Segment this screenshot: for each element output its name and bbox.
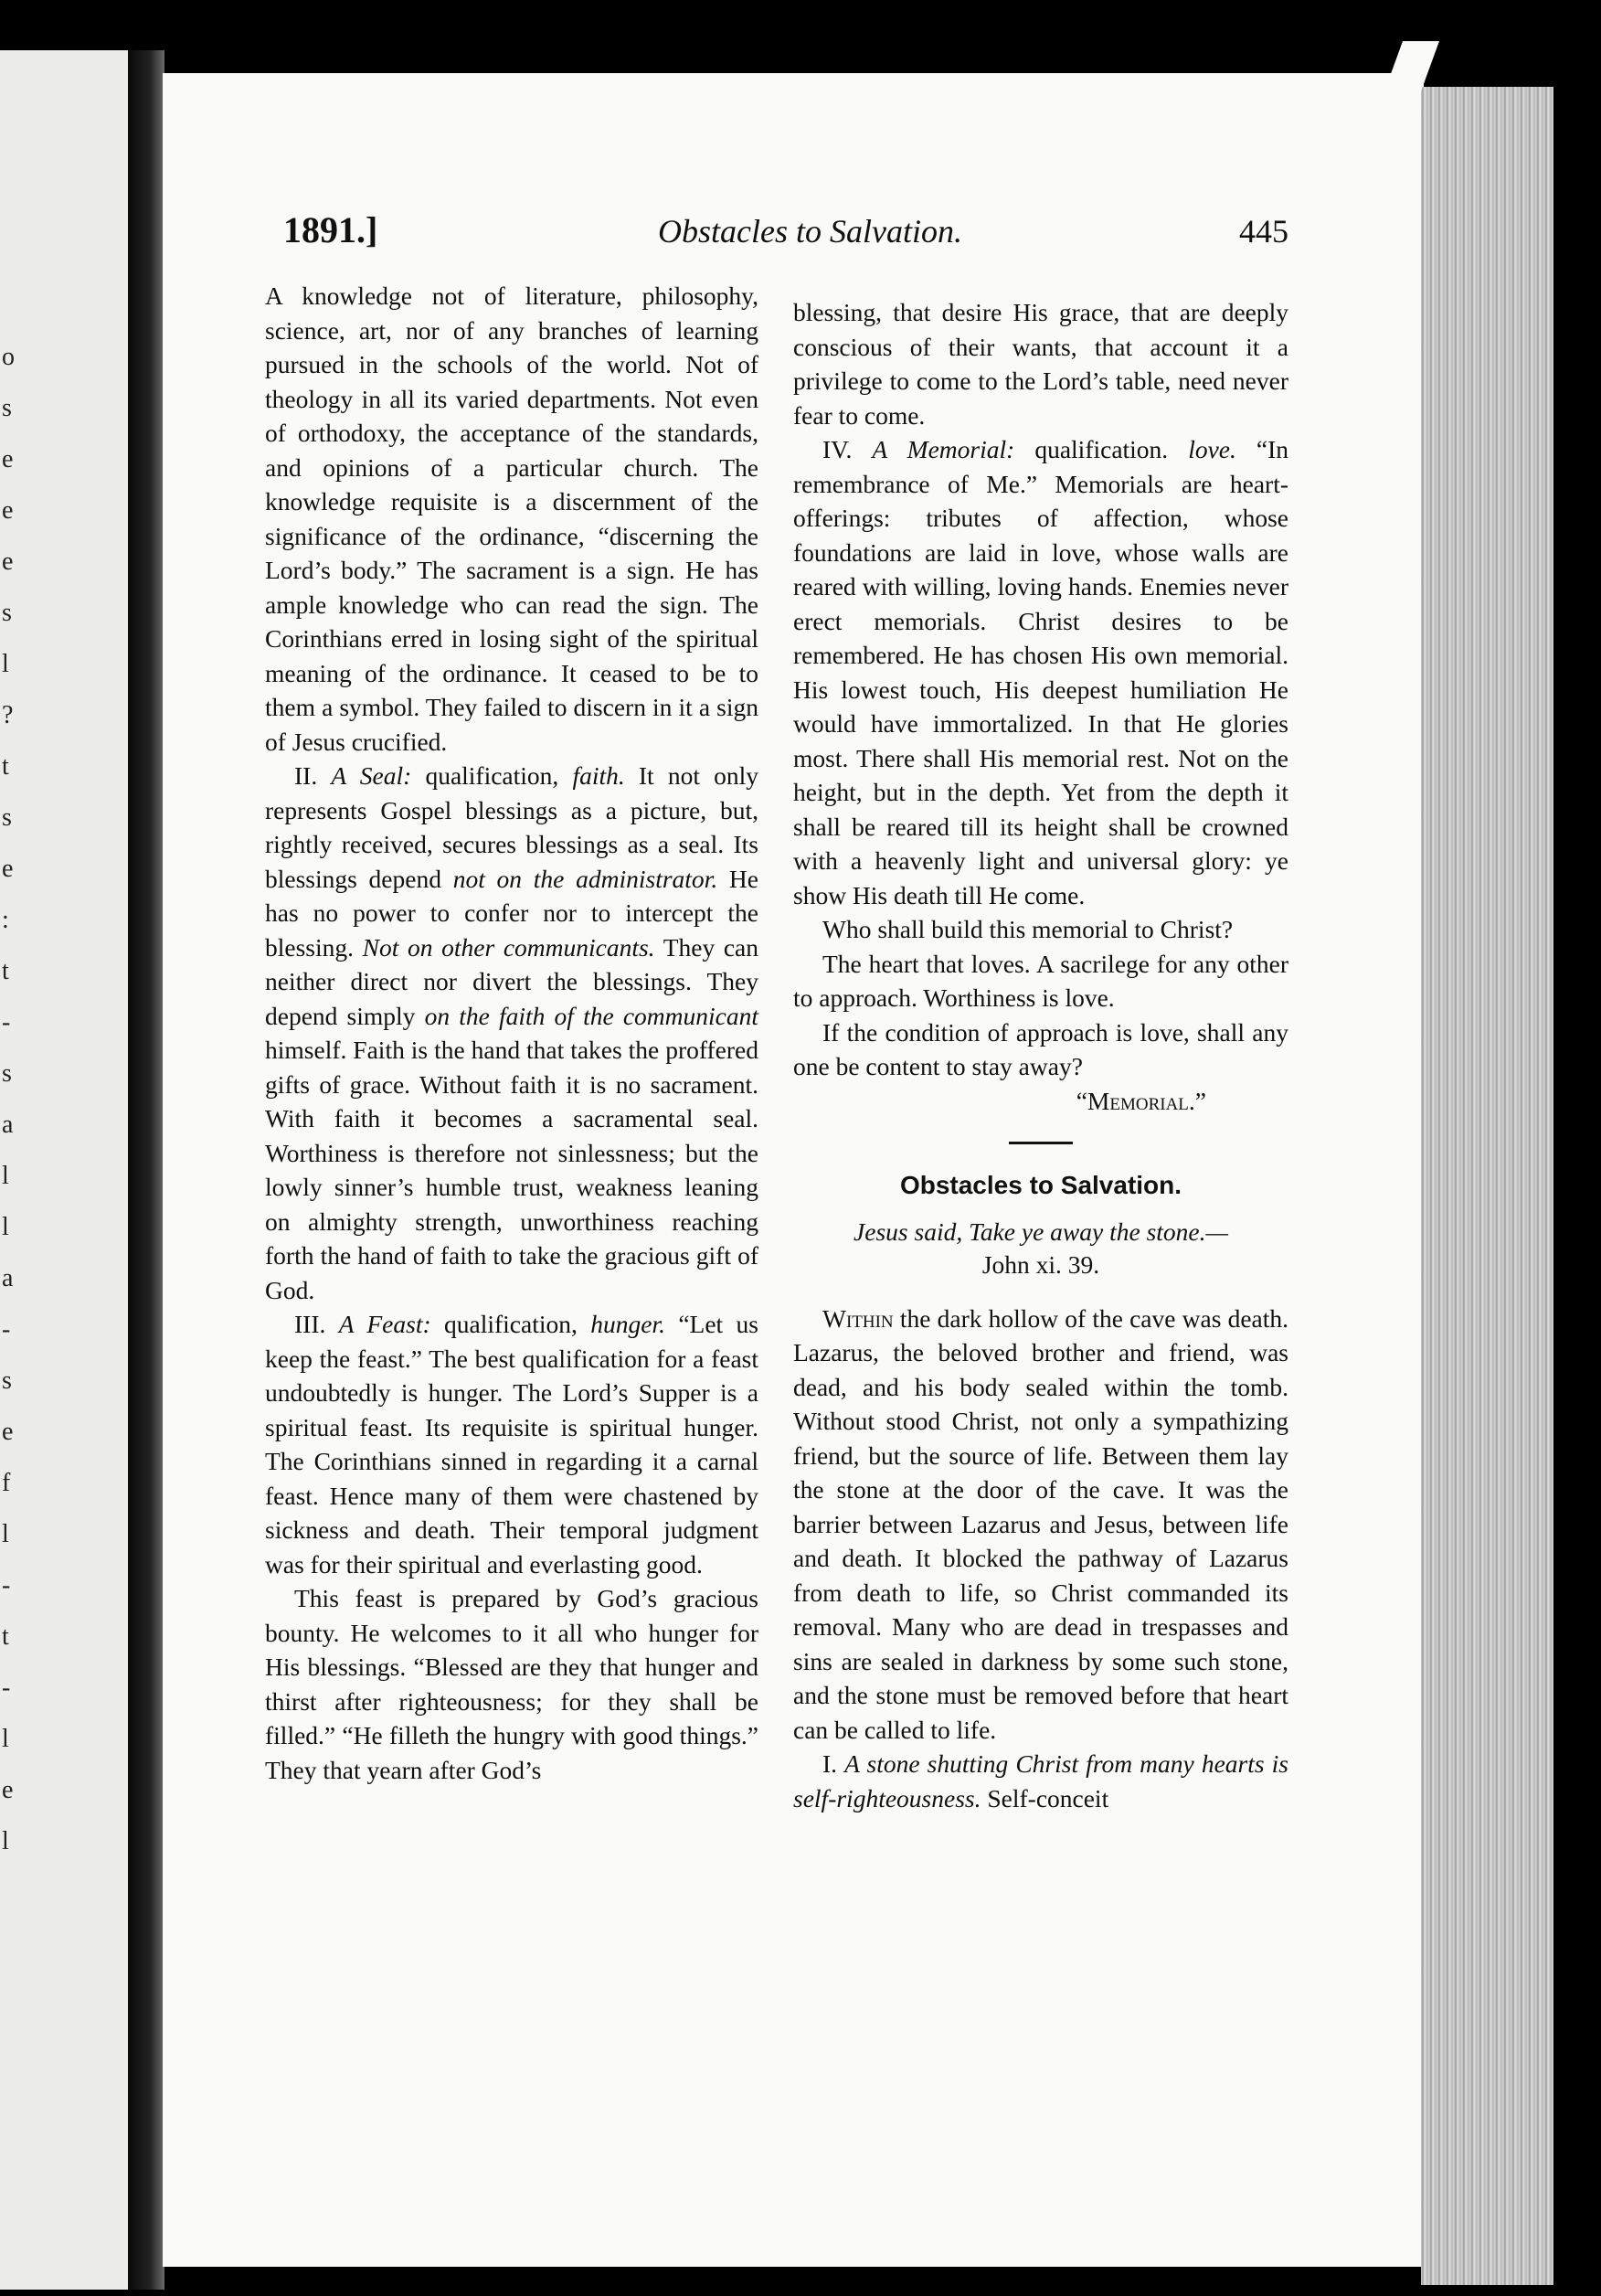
- section-number: I.: [822, 1749, 838, 1778]
- left-column: [265, 279, 758, 1787]
- page-corner: [1384, 41, 1439, 91]
- text-run: He has no power to confer nor to intercept the blessing.: [265, 864, 758, 962]
- section-label: A Seal:: [331, 761, 412, 790]
- section-label: A Feast:: [338, 1310, 431, 1338]
- facing-page-letters: [0, 50, 18, 2290]
- facing-page-letter: -: [2, 1008, 11, 1036]
- facing-page-letter: l: [2, 650, 9, 678]
- text-run: “Let us keep the feast.” The best qualification for a feast undoubtedly is hunger. The Lord’s Supper is a spiritual feast. Its requisite is spiritual hunger. The Corinthians sinned in regarding it a carnal feast. Hence many of them were chastened by sickness and death. Their temporal judgment was for their spiritual and everlasting good.: [265, 1310, 758, 1578]
- paragraph-continuation: blessing, that desire His grace, that are deeply conscious of their wants, that account it a privilege to come to the Lord’s table, need never fear to come.: [793, 298, 1288, 430]
- small-caps-opening: Within: [822, 1303, 894, 1333]
- signature: “Memorial.”: [1076, 1086, 1206, 1115]
- facing-page-letter: e: [2, 1776, 14, 1804]
- facing-page-letter: f: [2, 1469, 11, 1497]
- facing-page-letter: l: [2, 1725, 9, 1753]
- italic-run: not on the administrator.: [452, 864, 718, 893]
- page-fore-edge: [1421, 87, 1553, 2285]
- running-head-year: 1891.]: [283, 209, 378, 250]
- italic-run: on the faith of the communicant: [424, 1001, 758, 1030]
- article-title: Obstacles to Salvation.: [899, 1171, 1182, 1199]
- running-head-title: Obstacles to Salvation.: [658, 213, 962, 250]
- section-number: III.: [294, 1310, 326, 1338]
- qualification-word: faith.: [572, 761, 625, 790]
- epigraph-text: Jesus said, Take ye away the stone.—: [854, 1217, 1228, 1246]
- text-run: They can neither direct nor divert the blessings. They depend simply: [265, 932, 758, 1030]
- facing-page-edge: [0, 50, 137, 2290]
- facing-page-letter: s: [2, 803, 12, 832]
- paragraph-feast-prepared: This feast is prepared by God’s gracious bounty. He welcomes to it all who hunger for His blessings. “Blessed are they that hunger and thirst after righteousness; for they shall be filled.” “He filleth the hungry with good things.” They that yearn after God’s: [265, 1584, 758, 1784]
- paragraph-stone: [793, 1747, 1288, 1815]
- section-label: A Memorial:: [872, 435, 1015, 463]
- facing-page-letter: s: [2, 599, 12, 627]
- facing-page-letter: e: [2, 547, 14, 576]
- section-label: A stone shutting Christ from many hearts is self-righteousness.: [793, 1749, 1288, 1812]
- paragraph-knowledge: A knowledge not of literature, philosophy, science, art, nor of any branches of learning pursued in the schools of the world. Not of theology in all its varied departments. Not even of orthodoxy, the acceptance of the standards, and opinions of a particular church. The knowledge requisite is a discernment of the significance of the ordinance, “discerning the Lord’s body.” The sacrament is a sign. He has ample knowledge who can read the sign. The Corinthians erred in losing sight of the spiritual meaning of the ordinance. It ceased to be to them a symbol. They failed to discern in it a sign of Jesus crucified.: [265, 282, 758, 756]
- section-number: II.: [294, 761, 318, 790]
- facing-page-letter: e: [2, 445, 14, 473]
- qualification-text: qualification.: [1034, 435, 1169, 463]
- facing-page-letter: t: [2, 1622, 9, 1651]
- facing-page-letter: t: [2, 957, 9, 985]
- right-column: [793, 295, 1288, 1815]
- qualification-text: qualification,: [444, 1310, 578, 1338]
- facing-page-letter: e: [2, 1418, 14, 1446]
- facing-page-letter: e: [2, 496, 14, 525]
- text-run: the dark hollow of the cave was death. Lazarus, the beloved brother and friend, was dead, and his body sealed within the tomb. Without stood Christ, not only a sympathizing friend, but the source of life. Between them lay the stone at the door of the cave. It was the barrier between Lazarus and Jesus, between life and death. It blocked the pathway of Lazarus from death to life, so Christ commanded its removal. Many who are dead in trespasses and sins are sealed in darkness by some such stone, and the stone must be removed before that heart can be called to life.: [793, 1303, 1289, 1744]
- paragraph-feast: [265, 1307, 758, 1581]
- qualification-word: love.: [1188, 435, 1236, 463]
- facing-page-letter: l: [2, 1213, 9, 1241]
- facing-page-letter: l: [2, 1162, 9, 1190]
- book-gutter: [128, 50, 164, 2290]
- facing-page-letter: -: [2, 1674, 11, 1702]
- facing-page-letter: a: [2, 1264, 14, 1292]
- facing-page-letter: :: [2, 906, 9, 934]
- paragraph-if: If the condition of approach is love, shall any one be content to stay away?: [793, 1017, 1288, 1080]
- qualification-text: qualification,: [425, 761, 559, 790]
- facing-page-letter: s: [2, 1059, 12, 1088]
- facing-page-letter: a: [2, 1111, 14, 1139]
- qualification-word: hunger.: [590, 1310, 665, 1338]
- facing-page-letter: s: [2, 394, 12, 422]
- facing-page-letter: -: [2, 1315, 11, 1344]
- paragraph-heart: The heart that loves. A sacrilege for any other to approach. Worthiness is love.: [793, 949, 1288, 1012]
- paragraph-who: Who shall build this memorial to Christ?: [822, 915, 1234, 943]
- paragraph-seal: [265, 759, 758, 1307]
- facing-page-letter: s: [2, 1366, 12, 1395]
- text-run: himself. Faith is the hand that takes the proffered gifts of grace. Without faith it is no sacrament. With faith it becomes a sacramental seal. Worthiness is therefore not sinlessness; but the lowly sinner’s humble trust, weakness leaning on almighty strength, unworthiness reaching forth the hand of faith to take the gracious gift of God.: [265, 1036, 758, 1304]
- facing-page-letter: ?: [2, 701, 14, 729]
- facing-page-letter: e: [2, 855, 14, 883]
- facing-page-letter: l: [2, 1827, 9, 1855]
- facing-page-letter: -: [2, 1571, 11, 1600]
- epigraph: [793, 1216, 1288, 1281]
- facing-page-letter: t: [2, 752, 9, 781]
- page-number: 445: [1239, 213, 1288, 250]
- text-run: Self-conceit: [987, 1783, 1109, 1812]
- paragraph-memorial: [793, 432, 1288, 912]
- section-number: IV.: [822, 435, 853, 463]
- facing-page-letter: l: [2, 1520, 9, 1548]
- running-head: [283, 208, 1288, 263]
- divider-rule: [1009, 1142, 1073, 1144]
- italic-run: Not on other communicants.: [362, 932, 655, 962]
- text-run: “In remembrance of Me.” Memorials are heart-offerings: tributes of affection, whose foundations are laid in love, whose walls are reared with willing, loving hands. Enemies never erect memorials. Christ desires to be remembered. He has chosen His own memorial. His lowest touch, His deepest humiliation He would have immortalized. In that He glories most. There shall His memorial rest. Not on the height, but in the depth. Yet from the depth it shall be reared till its height shall be crowned with a heavenly light and universal glory: ye show His death till He come.: [793, 435, 1289, 909]
- epigraph-reference: John xi. 39.: [981, 1249, 1100, 1279]
- text-run: It not only represents Gospel blessings as a picture, but, rightly received, secures blessings as a seal. Its blessings depend: [265, 761, 758, 893]
- facing-page-letter: o: [2, 343, 15, 371]
- paragraph-within: [793, 1302, 1288, 1748]
